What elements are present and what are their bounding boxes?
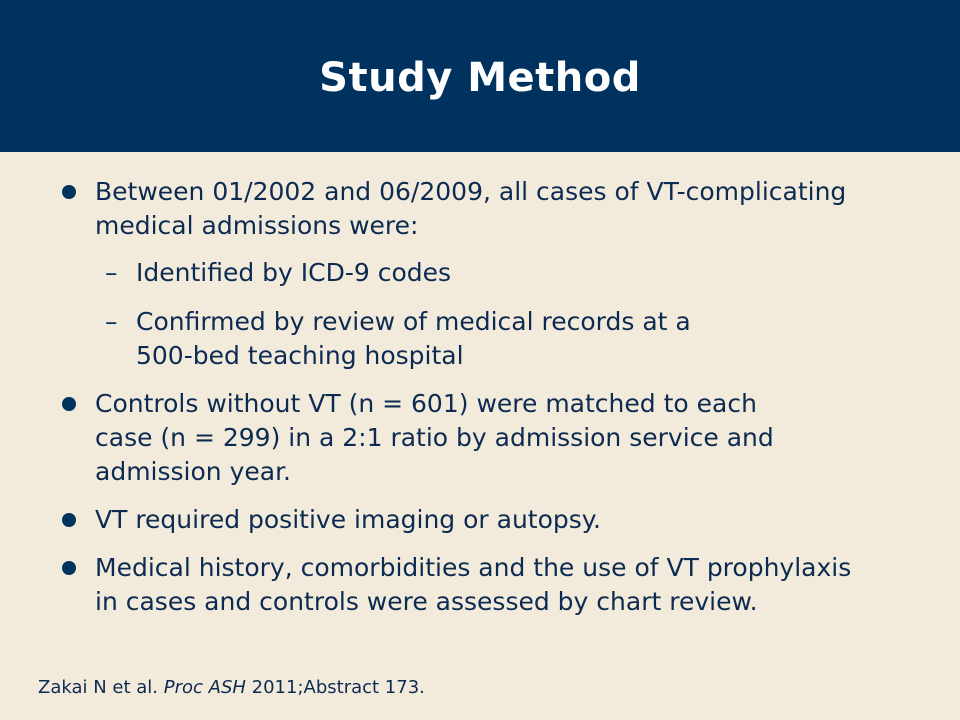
- bullet-line: case (n = 299) in a 2:1 ratio by admission service and: [95, 423, 774, 452]
- sub-bullet-line: Identified by ICD-9 codes: [136, 258, 452, 287]
- citation-journal: Proc ASH: [163, 677, 246, 698]
- sub-bullet-line: Confirmed by review of medical records at a: [136, 307, 691, 336]
- bullet-line: Medical history, comorbidities and the use of VT prophylaxis: [95, 553, 852, 582]
- citation-authors: Zakai N et al.: [38, 677, 159, 698]
- sub-bullet-line: 500-bed teaching hospital: [136, 341, 464, 370]
- bullet-list: [58, 175, 928, 619]
- bullet-dot-icon: [62, 185, 76, 199]
- slide-title: Study Method: [319, 55, 641, 101]
- bullet-dot-icon: [62, 397, 76, 411]
- bullet-item: [58, 387, 928, 489]
- bullet-line: VT required positive imaging or autopsy.: [95, 505, 601, 534]
- bullet-line: admission year.: [95, 457, 291, 486]
- bullet-line: in cases and controls were assessed by chart review.: [95, 587, 758, 616]
- bullet-dot-icon: [62, 561, 76, 575]
- sub-bullet-item: [58, 256, 928, 290]
- title-bar: [0, 0, 960, 152]
- bullet-item: [58, 503, 928, 537]
- bullet-item: [58, 175, 928, 243]
- citation-details: 2011;Abstract 173.: [251, 677, 425, 698]
- dash-marker: –: [105, 258, 118, 287]
- dash-marker: –: [105, 307, 118, 336]
- citation: [38, 677, 425, 699]
- sub-bullet-item: [58, 305, 928, 373]
- bullet-line: Between 01/2002 and 06/2009, all cases of VT-complicating: [95, 177, 847, 206]
- bullet-dot-icon: [62, 513, 76, 527]
- bullet-item: [58, 551, 928, 619]
- bullet-line: medical admissions were:: [95, 211, 419, 240]
- bullet-line: Controls without VT (n = 601) were matched to each: [95, 389, 757, 418]
